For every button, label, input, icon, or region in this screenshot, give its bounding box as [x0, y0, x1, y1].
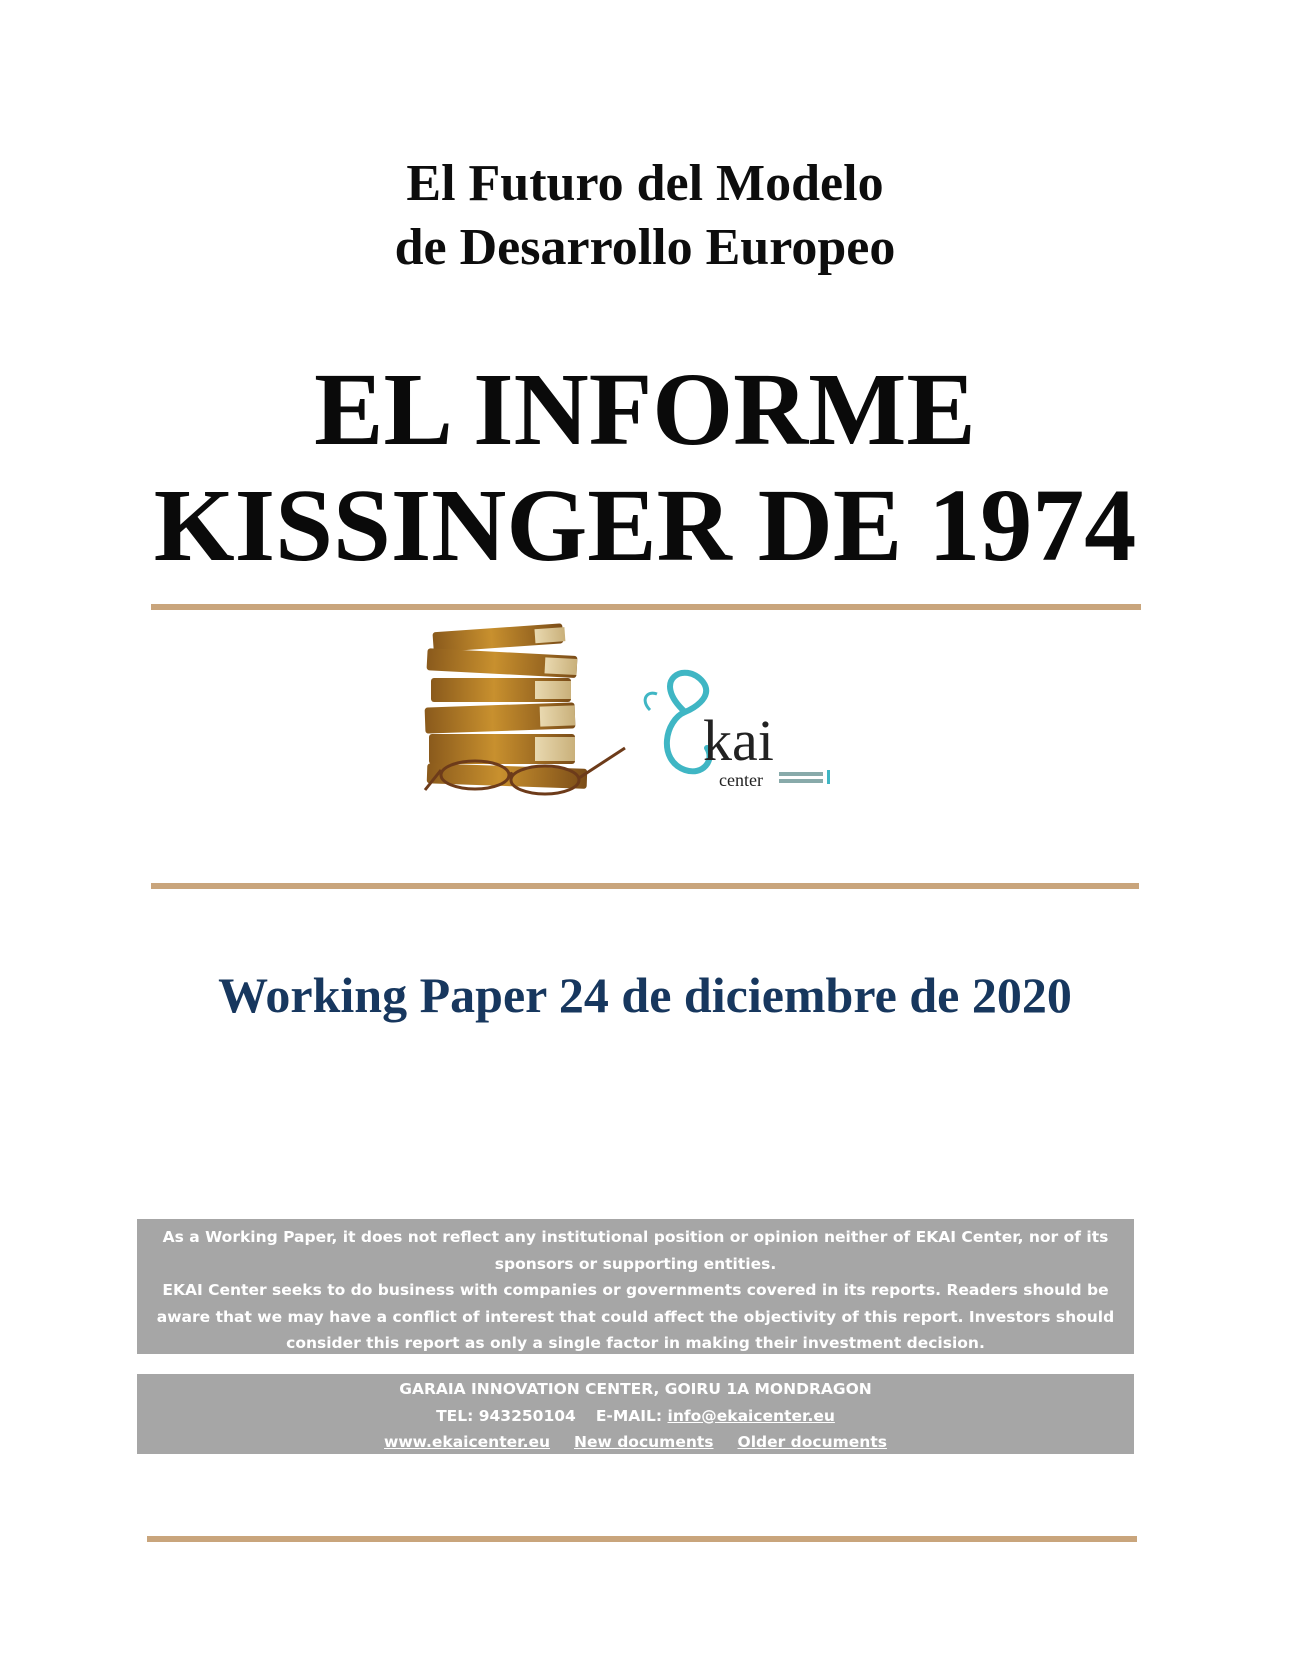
address: GARAIA INNOVATION CENTER, GOIRU 1A MONDRAGON: [399, 1380, 872, 1398]
top-divider: [151, 604, 1141, 610]
books-and-glasses-icon: [385, 620, 905, 808]
svg-text:center: center: [719, 770, 763, 790]
main-title-line-2: KISSINGER DE 1974: [153, 468, 1137, 583]
phone-email-row: [137, 1403, 1134, 1430]
bottom-divider: [147, 1536, 1137, 1542]
website-link[interactable]: www.ekaicenter.eu: [384, 1433, 551, 1451]
subtitle-line-2: de Desarrollo Europeo: [394, 219, 896, 276]
svg-text:kai: kai: [703, 708, 774, 773]
links-row: [137, 1429, 1134, 1456]
contact-box: [137, 1374, 1134, 1454]
disclaimer-box: [137, 1219, 1134, 1354]
main-title: [0, 352, 1290, 584]
main-title-line-1: EL INFORME: [314, 352, 976, 467]
phone: TEL: 943250104: [436, 1406, 576, 1425]
disclaimer-paragraph-1: As a Working Paper, it does not reflect any institutional position or opinion neither of EKAI Center, nor of its sponsors or supporting entities.: [162, 1228, 1109, 1273]
subtitle: [0, 152, 1290, 280]
ekai-center-logo: [385, 620, 905, 808]
working-paper-date: Working Paper 24 de diciembre de 2020: [218, 967, 1072, 1023]
disclaimer-paragraph-2: EKAI Center seeks to do business with companies or governments covered in its reports. Readers should be aware that we may have a conflict of interest that could affect the objectivity of this report. Investors should consider this report as only a single factor in making their investment decision.: [156, 1281, 1115, 1352]
subtitle-line-1: El Futuro del Modelo: [406, 155, 884, 212]
email-link[interactable]: info@ekaicenter.eu: [667, 1406, 835, 1425]
new-documents-link[interactable]: New documents: [574, 1433, 714, 1451]
older-documents-link[interactable]: Older documents: [737, 1433, 887, 1451]
email-label: E-MAIL:: [595, 1406, 663, 1425]
middle-divider: [151, 883, 1139, 889]
